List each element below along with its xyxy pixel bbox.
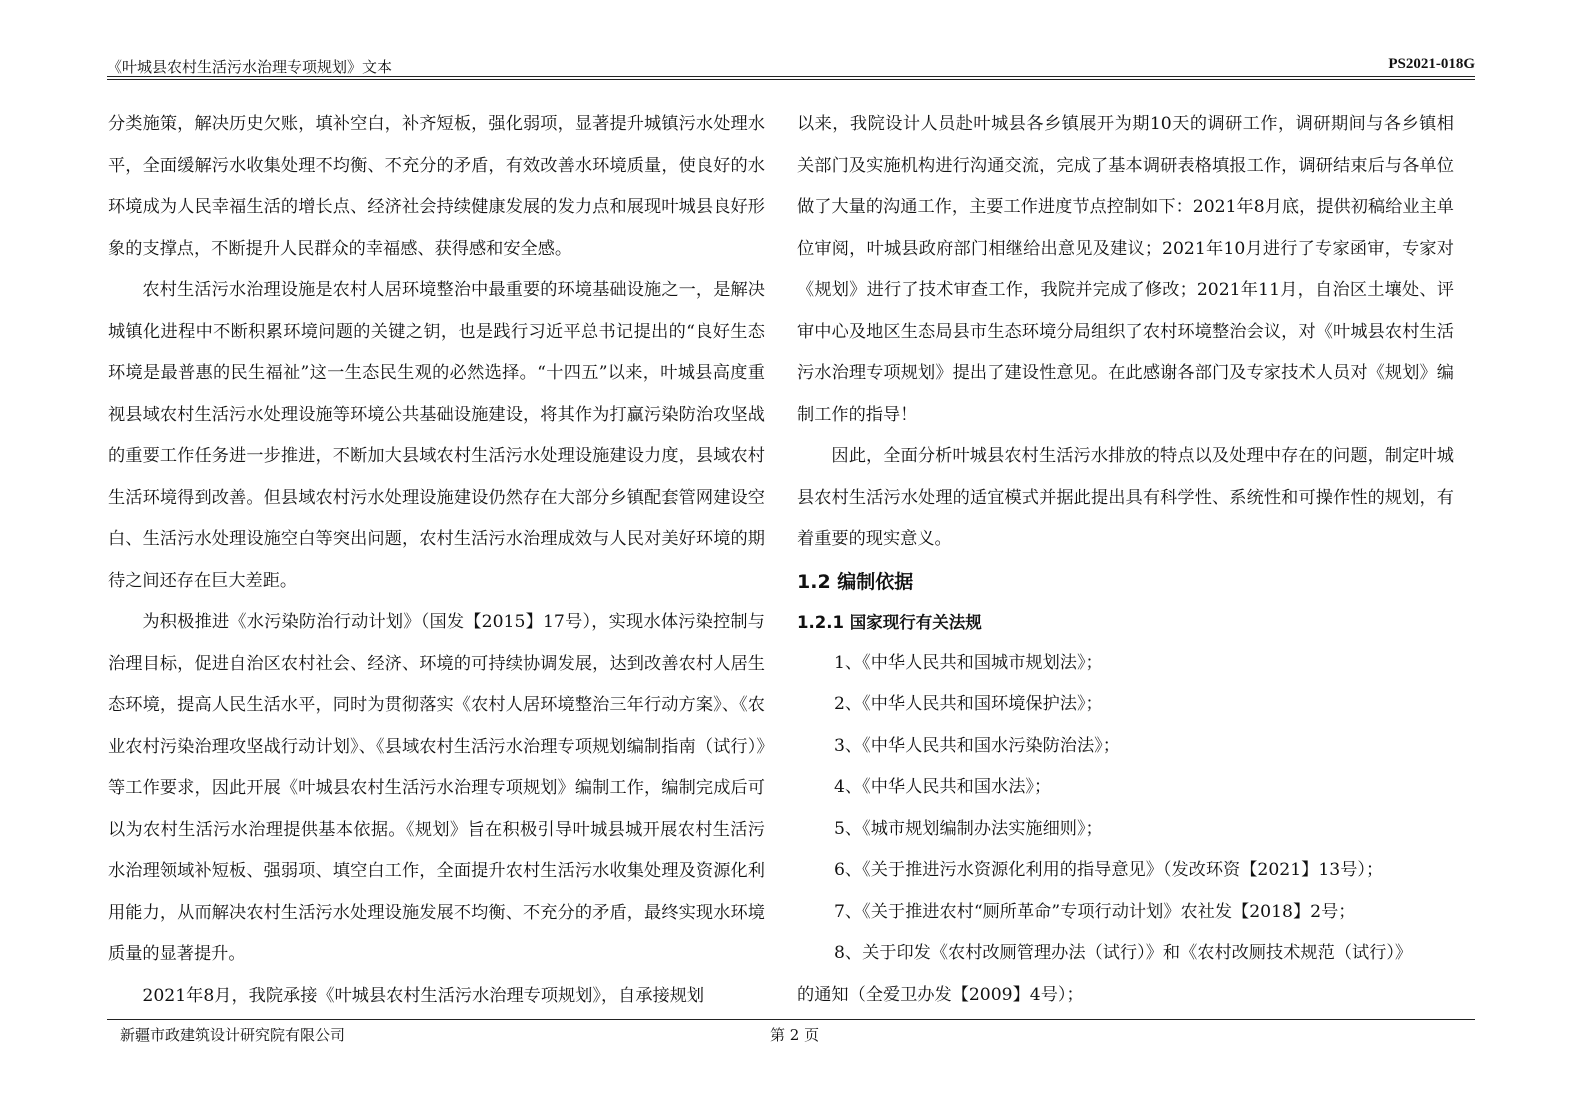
subsection-heading: 1.2.1 国家现行有关法规 [797,612,982,632]
section-heading: 1.2 编制依据 [797,570,914,593]
reference-item: 5、《城市规划编制办法实施细则》； [834,818,1103,839]
footer-rule [107,1019,1475,1020]
footer-company: 新疆市政建筑设计研究院有限公司 [120,1026,346,1044]
reference-item: 1、《中华人民共和国城市规划法》； [834,652,1103,673]
right-column [797,104,1454,1016]
reference-item: 3、《中华人民共和国水污染防治法》； [834,735,1120,756]
header-rule [107,76,1475,77]
document-code: PS2021-018G [1388,56,1475,72]
reference-item-continuation: 的通知（全爱卫办发【2009】4号）； [797,984,1084,1005]
page-number: 第 2 页 [770,1026,820,1044]
reference-item: 2、《中华人民共和国环境保护法》； [834,694,1103,714]
paragraph: 分类施策，解决历史欠账，填补空白，补齐短板，强化弱项，显著提升城镇污水处理水平，全面缓解污水收集处理不均衡、不充分的矛盾，有效改善水环境质量，使良好的水环境成为人民幸福生活的增长点、经济社会持续健康发展的发力点和展现叶城县良好形象的支撑点，不断提升人民群众的幸福感、获得感和安全感。 [108,114,765,259]
paragraph: 因此，全面分析叶城县农村生活污水排放的特点以及处理中存在的问题，制定叶城县农村生活污水处理的适宜模式并据此提出具有科学性、系统性和可操作性的规划，有着重要的现实意义。 [797,446,1454,549]
paragraph: 以来，我院设计人员赴叶城县各乡镇展开为期10天的调研工作，调研期间与各乡镇相关部门及实施机构进行沟通交流，完成了基本调研表格填报工作，调研结束后与各单位做了大量的沟通工作，主要工作进度节点控制如下：2021年8月底，提供初稿给业主单位审阅，叶城县政府部门相继给出意见及建议；2021年10月进行了专家函审，专家对《规划》进行了技术审查工作，我院并完成了修改；2021年11月，自治区土壤处、评审中心及地区生态局县市生态环境分局组织了农村环境整治会议，对《叶城县农村生活污水治理专项规划》提出了建设性意见。在此感谢各部门及专家技术人员对《规划》编制工作的指导！ [797,114,1454,425]
page-header [107,56,1475,78]
header-rule-thin [107,79,1475,80]
paragraph: 农村生活污水治理设施是农村人居环境整治中最重要的环境基础设施之一，是解决城镇化进程中不断积累环境问题的关键之钥，也是践行习近平总书记提出的“良好生态环境是最普惠的民生福祉”这一生态民生观的必然选择。“十四五”以来，叶城县高度重视县域农村生活污水处理设施等环境公共基础设施建设，将其作为打赢污染防治攻坚战的重要工作任务进一步推进，不断加大县域农村生活污水处理设施建设力度，县域农村生活环境得到改善。但县域农村污水处理设施建设仍然存在大部分乡镇配套管网建设空白、生活污水处理设施空白等突出问题，农村生活污水治理成效与人民对美好环境的期待之间还存在巨大差距。 [108,280,765,591]
document-title: 《叶城县农村生活污水治理专项规划》文本 [107,58,393,76]
paragraph: 为积极推进《水污染防治行动计划》（国发【2015】17号），实现水体污染控制与治理目标，促进自治区农村社会、经济、环境的可持续协调发展，达到改善农村人居生态环境，提高人民生活水平，同时为贯彻落实《农村人居环境整治三年行动方案》、《农业农村污染治理攻坚战行动计划》、《县域农村生活污水治理专项规划编制指南（试行）》等工作要求，因此开展《叶城县农村生活污水治理专项规划》编制工作，编制完成后可以为农村生活污水治理提供基本依据。《规划》旨在积极引导叶城县城开展农村生活污水治理领域补短板、强弱项、填空白工作，全面提升农村生活污水收集处理及资源化利用能力，从而解决农村生活污水处理设施发展不均衡、不充分的矛盾，最终实现水环境质量的显著提升。 [108,612,765,964]
reference-item: 8、关于印发《农村改厕管理办法（试行）》和《农村改厕技术规范（试行）》 [834,943,1413,963]
paragraph: 2021年8月，我院承接《叶城县农村生活污水治理专项规划》，自承接规划 [142,985,705,1006]
reference-item: 4、《中华人民共和国水法》； [834,777,1052,797]
reference-item: 7、《关于推进农村“厕所革命”专项行动计划》农社发【2018】2号； [834,901,1356,922]
left-column [108,104,765,1017]
reference-item: 6、《关于推进污水资源化利用的指导意见》（发改环资【2021】13号）； [834,860,1384,880]
